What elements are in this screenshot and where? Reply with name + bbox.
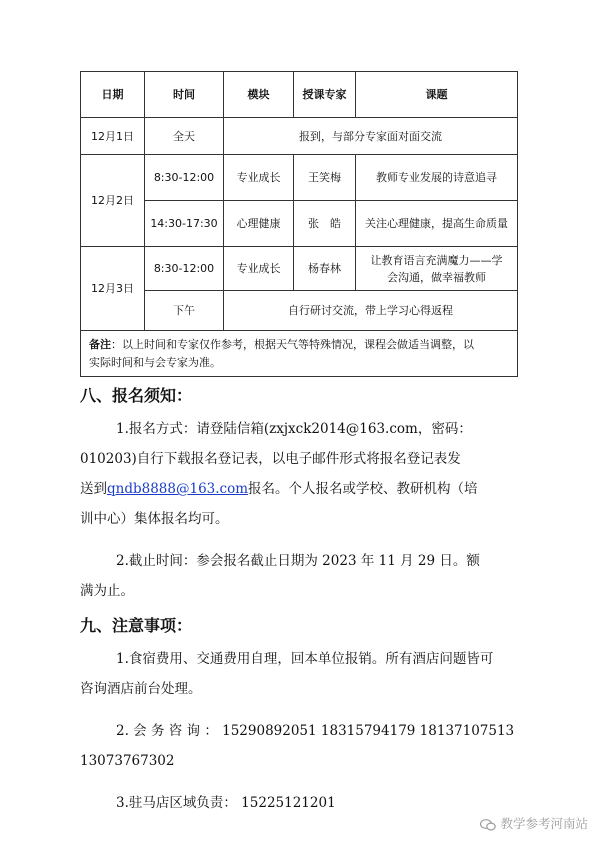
schedule-table [80, 71, 518, 377]
topic-cell [356, 247, 518, 291]
header-module: 模块 [224, 72, 294, 118]
date-cell: 12月3日 [81, 247, 145, 331]
header-date: 日期 [81, 72, 145, 118]
expert-cell: 王笑梅 [294, 155, 356, 201]
note-line: ：以上时间和专家仅作参考，根据天气等特殊情况，课程会做适当调整，以 [111, 337, 474, 351]
watermark-text: 教学参考河南站 [500, 816, 588, 831]
date-cell: 12月2日 [81, 155, 145, 247]
paragraph-line: 13073767302 [80, 753, 175, 769]
section-9-body [80, 644, 514, 818]
paragraph-line: 1.报名方式：请登陆信箱(zxjxck2014@163.com，密码： [116, 421, 472, 437]
header-topic: 课题 [356, 72, 518, 118]
header-time: 时间 [145, 72, 224, 118]
expert-cell: 杨春林 [294, 247, 356, 291]
paragraph-line: 3.驻马店区域负责： 15225121201 [116, 795, 336, 811]
paragraph-line: 2.截止时间：参会报名截止日期为 2023 年 11 月 29 日。额 [116, 553, 480, 569]
email-link[interactable]: qndb8888@163.com [107, 481, 249, 497]
paragraph-line: 咨询酒店前台处理。 [80, 681, 202, 697]
paragraph-line [80, 474, 480, 504]
section-8-body [80, 414, 480, 606]
topic-cell: 自行研讨交流，带上学习心得返程 [224, 291, 518, 331]
topic-cell: 教师专业发展的诗意追寻 [356, 155, 518, 201]
time-cell: 全天 [145, 118, 224, 155]
topic-line: 让教育语言充满魔力——学 [370, 253, 503, 267]
paragraph-line: 满为止。 [80, 583, 134, 599]
time-cell: 14:30-17:30 [145, 201, 224, 247]
topic-cell: 报到，与部分专家面对面交流 [224, 118, 518, 155]
expert-cell: 张 皓 [294, 201, 356, 247]
topic-cell: 关注心理健康，提高生命质量 [356, 201, 518, 247]
time-cell: 下午 [145, 291, 224, 331]
paragraph-line: 2. 会 务 咨 询 ： 15290892051 18315794179 18137107513 [116, 723, 515, 739]
section-8-title: 八、报名须知： [80, 386, 193, 405]
paragraph-line: 010203)自行下载报名登记表，以电子邮件形式将报名登记表发 [80, 451, 461, 467]
note-label: 备注 [89, 337, 111, 351]
module-cell: 心理健康 [224, 201, 294, 247]
header-expert: 授课专家 [294, 72, 356, 118]
text-fragment: 送到 [80, 481, 107, 497]
wechat-icon [480, 819, 496, 831]
watermark [480, 814, 588, 832]
module-cell: 专业成长 [224, 247, 294, 291]
text-fragment: 报名。个人报名或学校、教研机构（培 [248, 481, 478, 497]
time-cell: 8:30-12:00 [145, 155, 224, 201]
time-cell: 8:30-12:00 [145, 247, 224, 291]
date-cell: 12月1日 [81, 118, 145, 155]
paragraph-line: 1.食宿费用、交通费用自理，回本单位报销。所有酒店问题皆可 [116, 651, 494, 667]
section-9-title: 九、注意事项： [80, 616, 193, 635]
table-note [81, 331, 518, 377]
module-cell: 专业成长 [224, 155, 294, 201]
topic-line: 会沟通，做幸福教师 [387, 270, 486, 284]
paragraph-line: 训中心）集体报名均可。 [80, 511, 229, 527]
note-line: 实际时间和与会专家为准。 [89, 355, 221, 369]
